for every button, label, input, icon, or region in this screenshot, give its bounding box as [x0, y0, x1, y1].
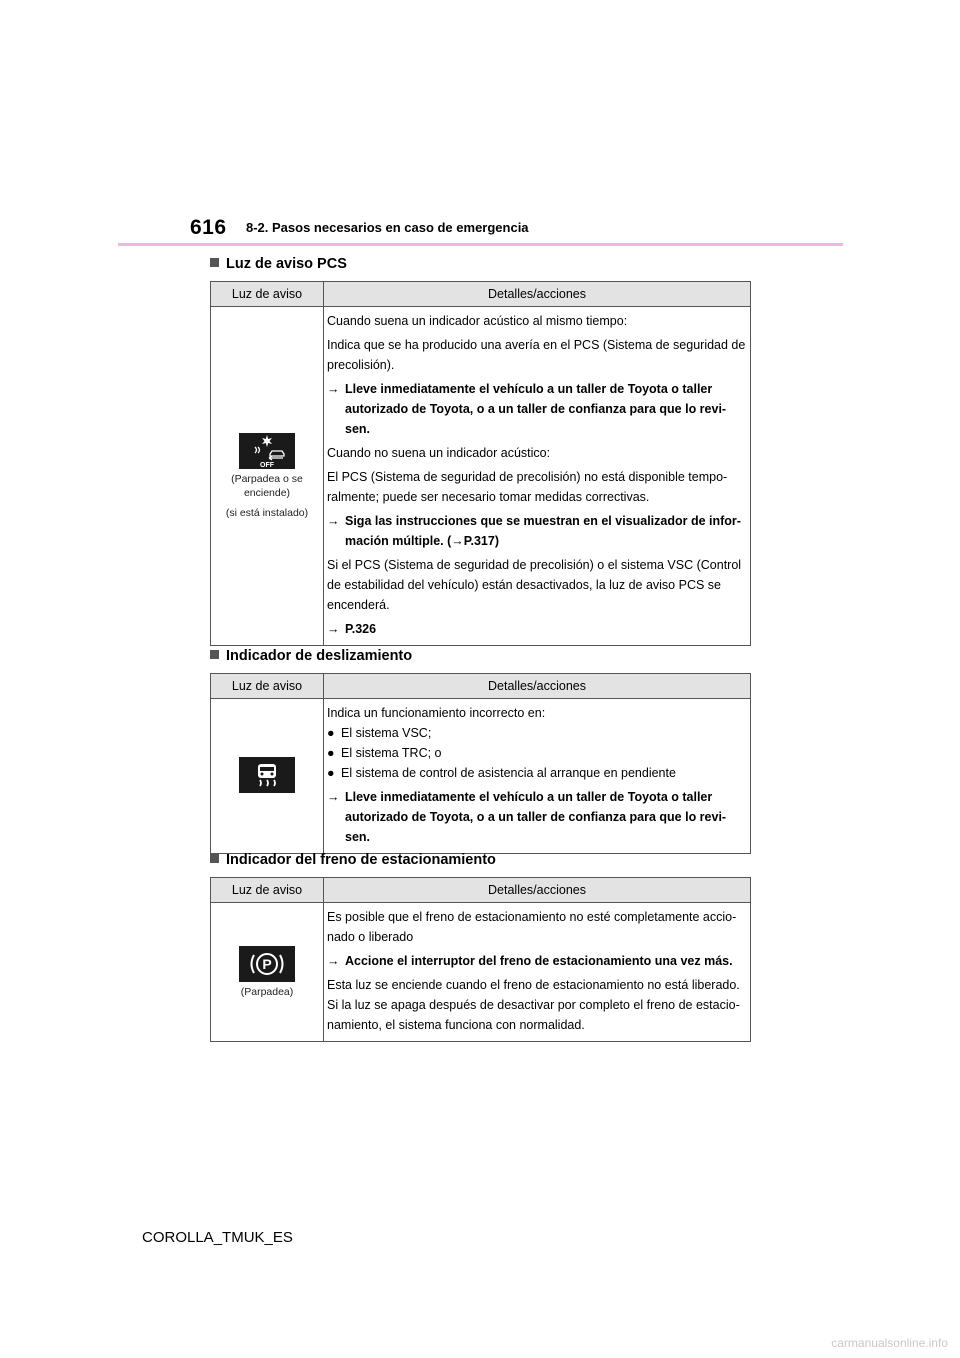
- detail-text: Esta luz se enciende cuando el freno de estacionamiento no está liberado.: [327, 978, 740, 992]
- section-title-pcs: [210, 256, 347, 272]
- watermark: carmanualsonline.info: [831, 1336, 948, 1350]
- pcs-off-icon: [239, 433, 295, 469]
- action-item: [327, 787, 746, 847]
- detail-text: Cuando no suena un indicador acústico:: [327, 446, 551, 460]
- chapter-title: 8-2. Pasos necesarios en caso de emergencia: [246, 220, 529, 235]
- warning-light-cell: [211, 903, 324, 1042]
- action-text: Lleve inmediatamente el vehículo a un taller de Toyota o taller autorizado de Toyota, o a un taller de confianza para que lo revi-sen.: [345, 790, 727, 844]
- slip-indicator-table: [210, 673, 751, 854]
- section-title-text: Indicador de deslizamiento: [226, 648, 413, 664]
- detail-text: Indica que se ha producido una avería en el PCS (Sistema de seguridad de precolisión).: [327, 338, 746, 372]
- square-bullet-icon: [210, 650, 219, 659]
- bullet-dot-icon: ●: [327, 746, 335, 760]
- arrow-right-icon: →: [327, 382, 340, 396]
- detail-text: Si la luz se apaga después de desactivar por completo el freno de estacio-namiento, el sistema funciona con normalidad.: [327, 998, 740, 1032]
- header-rule: [118, 243, 843, 246]
- detail-text: El PCS (Sistema de seguridad de precolisión) no está disponible tempo-ralmente; puede ser necesario tomar medidas correctivas.: [327, 470, 728, 504]
- arrow-right-icon: →: [327, 954, 340, 968]
- section-title-text: Indicador del freno de estacionamiento: [226, 852, 496, 868]
- pcs-off-icon-label: OFF: [260, 461, 274, 469]
- action-text: Accione el interruptor del freno de estacionamiento una vez más.: [345, 954, 733, 968]
- action-text: Lleve inmediatamente el vehículo a un taller de Toyota o taller autorizado de Toyota, o a un taller de confianza para que lo revi-sen.: [345, 382, 727, 436]
- column-header-details: Detalles/acciones: [324, 878, 751, 903]
- caption-if-equipped: (si está instalado): [225, 506, 309, 519]
- bullet-dot-icon: ●: [327, 766, 335, 780]
- action-text: Siga las instrucciones que se muestran en el visualizador de infor-mación múltiple. (→P.317): [345, 514, 741, 548]
- page-number: 616: [190, 216, 227, 239]
- column-header-warning-light: Luz de aviso: [211, 878, 324, 903]
- details-cell: [324, 699, 751, 854]
- column-header-warning-light: Luz de aviso: [211, 674, 324, 699]
- caption-blinks-or-on: (Parpadea o se enciende): [231, 472, 303, 499]
- detail-text: Si el PCS (Sistema de seguridad de precolisión) o el sistema VSC (Control de estabilidad del vehículo) están desactivados, la luz de aviso PCS se encenderá.: [327, 558, 742, 612]
- list-item-text: El sistema TRC; o: [341, 746, 442, 760]
- action-item: [327, 951, 746, 971]
- section-title-text: Luz de aviso PCS: [226, 256, 347, 272]
- slip-indicator-icon: [239, 757, 295, 793]
- action-item: [327, 619, 746, 639]
- arrow-right-icon: →: [327, 790, 340, 804]
- arrow-right-icon: →: [327, 514, 340, 528]
- detail-text: Indica un funcionamiento incorrecto en:: [327, 706, 546, 720]
- action-item: [327, 511, 746, 551]
- section-title-parking-brake: [210, 852, 496, 868]
- action-item: [327, 379, 746, 439]
- parking-brake-table: [210, 877, 751, 1042]
- caption-blinks: (Parpadea): [240, 985, 294, 998]
- detail-text: Es posible que el freno de estacionamiento no esté completamente accio-nado o liberado: [327, 910, 737, 944]
- warning-light-cell: [211, 307, 324, 646]
- column-header-details: Detalles/acciones: [324, 674, 751, 699]
- column-header-details: Detalles/acciones: [324, 282, 751, 307]
- bullet-dot-icon: ●: [327, 726, 335, 740]
- column-header-warning-light: Luz de aviso: [211, 282, 324, 307]
- svg-text:P: P: [262, 955, 272, 972]
- parking-brake-icon: [239, 946, 295, 982]
- list-item: [327, 743, 746, 763]
- details-cell: [324, 903, 751, 1042]
- square-bullet-icon: [210, 854, 219, 863]
- model-code: COROLLA_TMUK_ES: [142, 1229, 293, 1246]
- section-title-slip: [210, 648, 412, 664]
- detail-text: Cuando suena un indicador acústico al mismo tiempo:: [327, 314, 628, 328]
- list-item: [327, 763, 746, 783]
- table-row: [211, 307, 751, 646]
- square-bullet-icon: [210, 258, 219, 267]
- arrow-right-icon: →: [327, 622, 340, 636]
- table-header-row: [211, 282, 751, 307]
- details-cell: [324, 307, 751, 646]
- table-row: [211, 699, 751, 854]
- list-item: [327, 723, 746, 743]
- table-header-row: [211, 674, 751, 699]
- table-row: [211, 903, 751, 1042]
- page-reference-link[interactable]: P.326: [345, 622, 377, 636]
- pcs-warning-table: [210, 281, 751, 646]
- table-header-row: [211, 878, 751, 903]
- list-item-text: El sistema VSC;: [341, 726, 432, 740]
- warning-light-cell: [211, 699, 324, 854]
- list-item-text: El sistema de control de asistencia al arranque en pendiente: [341, 766, 676, 780]
